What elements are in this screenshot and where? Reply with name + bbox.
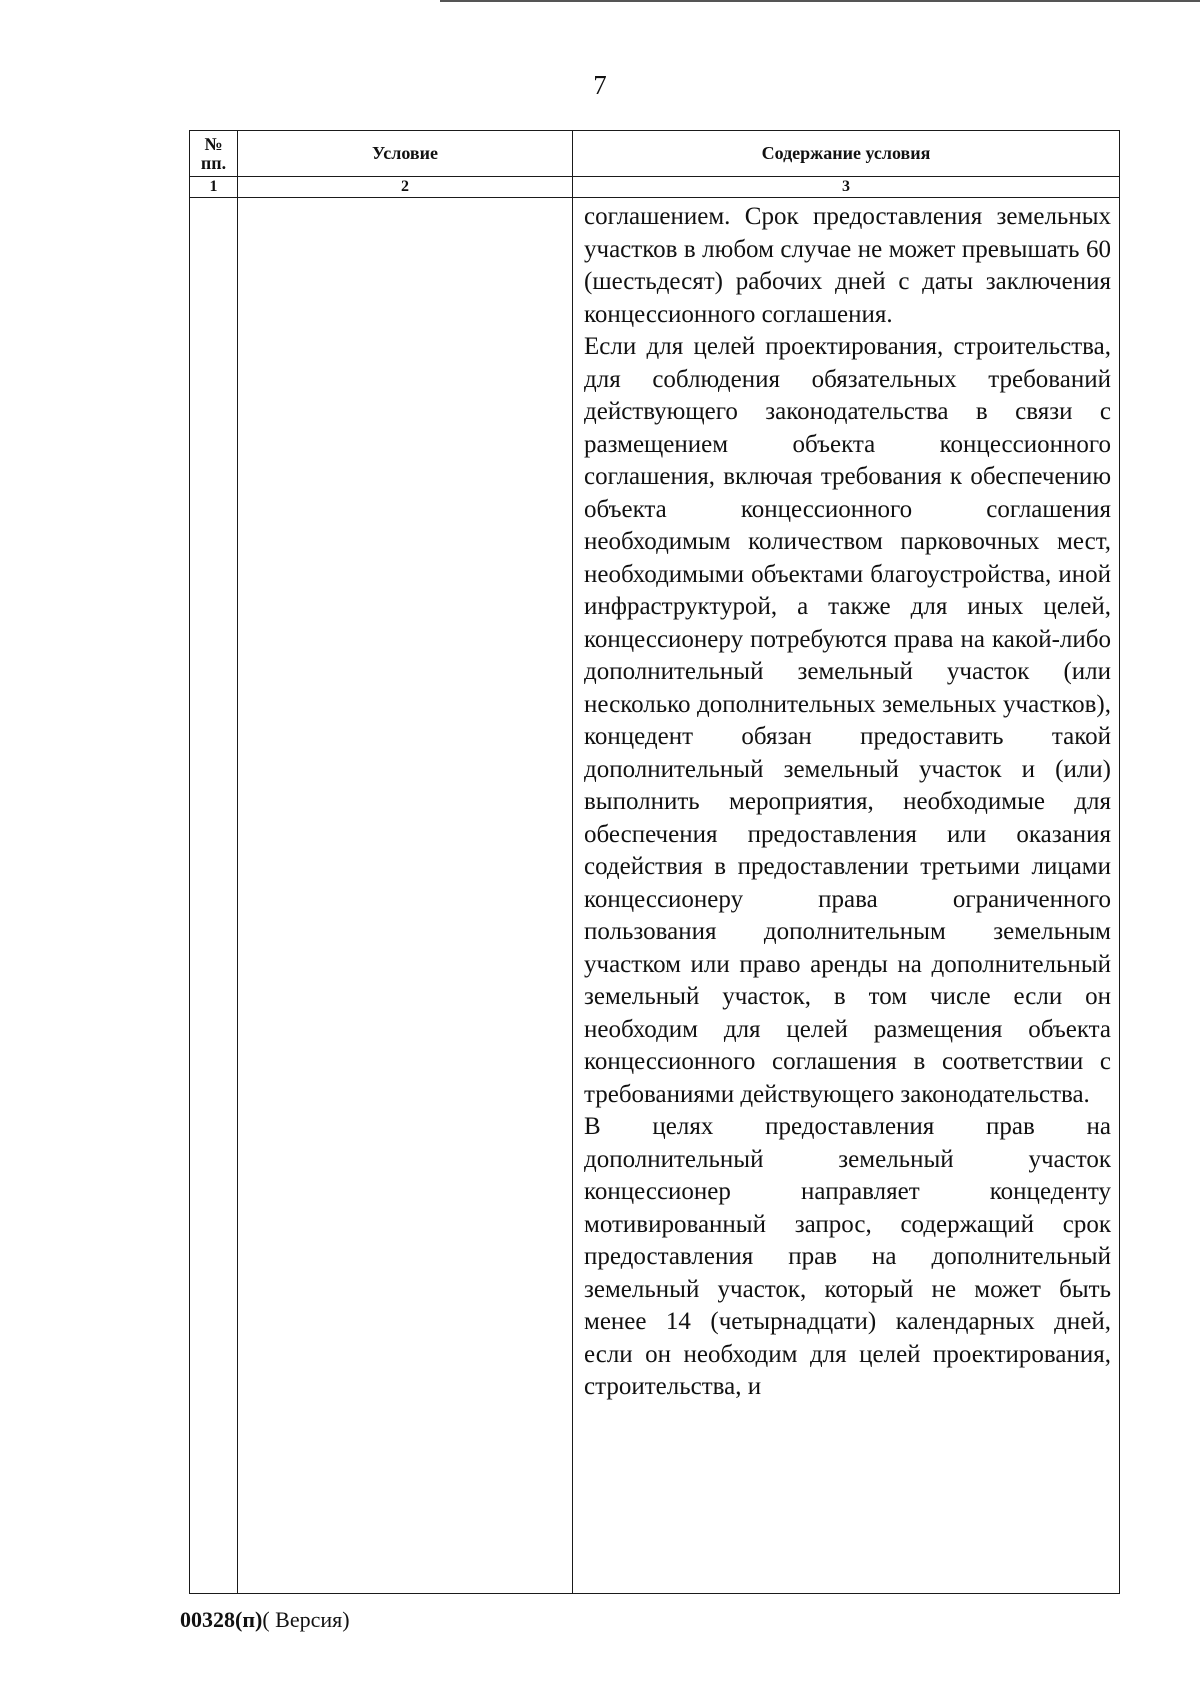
column-index-1: 1 (190, 177, 238, 198)
row-content-cell (573, 198, 1120, 1594)
column-index-row (190, 177, 1120, 198)
column-index-2: 2 (238, 177, 573, 198)
document-code (180, 1607, 350, 1633)
table-header-row (190, 131, 1120, 177)
column-index-3: 3 (573, 177, 1120, 198)
content-paragraph-3: В целях предоставления прав на дополнительный земельный участок концессионер направляет концеденту мотивированный запрос, содержащий срок предоставления прав на дополнительный земельный участок, который не может быть менее 14 (четырнадцати) календарных дней, если он необходим для целей проектирования, строительства, и (584, 1113, 1111, 1400)
header-num: № пп. (190, 131, 238, 177)
content-paragraph-1: соглашением. Срок предоставления земельных участков в любом случае не может превышать 60 (шестьдесят) рабочих дней с даты заключения концессионного соглашения. (584, 203, 1111, 328)
document-code-number: 00328(п) (180, 1607, 263, 1632)
content-paragraph-2: Если для целей проектирования, строительства, для соблюдения обязательных требований действующего законодательства в связи с размещением объекта концессионного соглашения, включая требования к обеспечению объекта концессионного соглашения необходимым количеством парковочных мест, необходимыми объектами благоустройства, иной инфраструктурой, а также для иных целей, концессионеру потребуются права на какой-либо дополнительный земельный участок (или несколько дополнительных земельных участков), концедент обязан предоставить такой дополнительный земельный участок и (или) выполнить мероприятия, необходимые для обеспечения предоставления или оказания содействия в предоставлении третьими лицами концессионеру права ограниченного пользования дополнительным земельным участком или право аренды на дополнительный земельный участок, в том числе если он необходим для целей размещения объекта концессионного соглашения в соответствии с требованиями действующего законодательства. (584, 333, 1111, 1108)
conditions-table (189, 130, 1120, 1594)
row-condition-cell (238, 198, 573, 1594)
page-number: 7 (593, 70, 607, 100)
row-num-cell (190, 198, 238, 1594)
top-scan-rule (440, 0, 1200, 2)
header-content: Содержание условия (573, 131, 1120, 177)
header-condition: Условие (238, 131, 573, 177)
table-row (190, 198, 1120, 1594)
document-version-label: ( Версия) (262, 1607, 350, 1632)
